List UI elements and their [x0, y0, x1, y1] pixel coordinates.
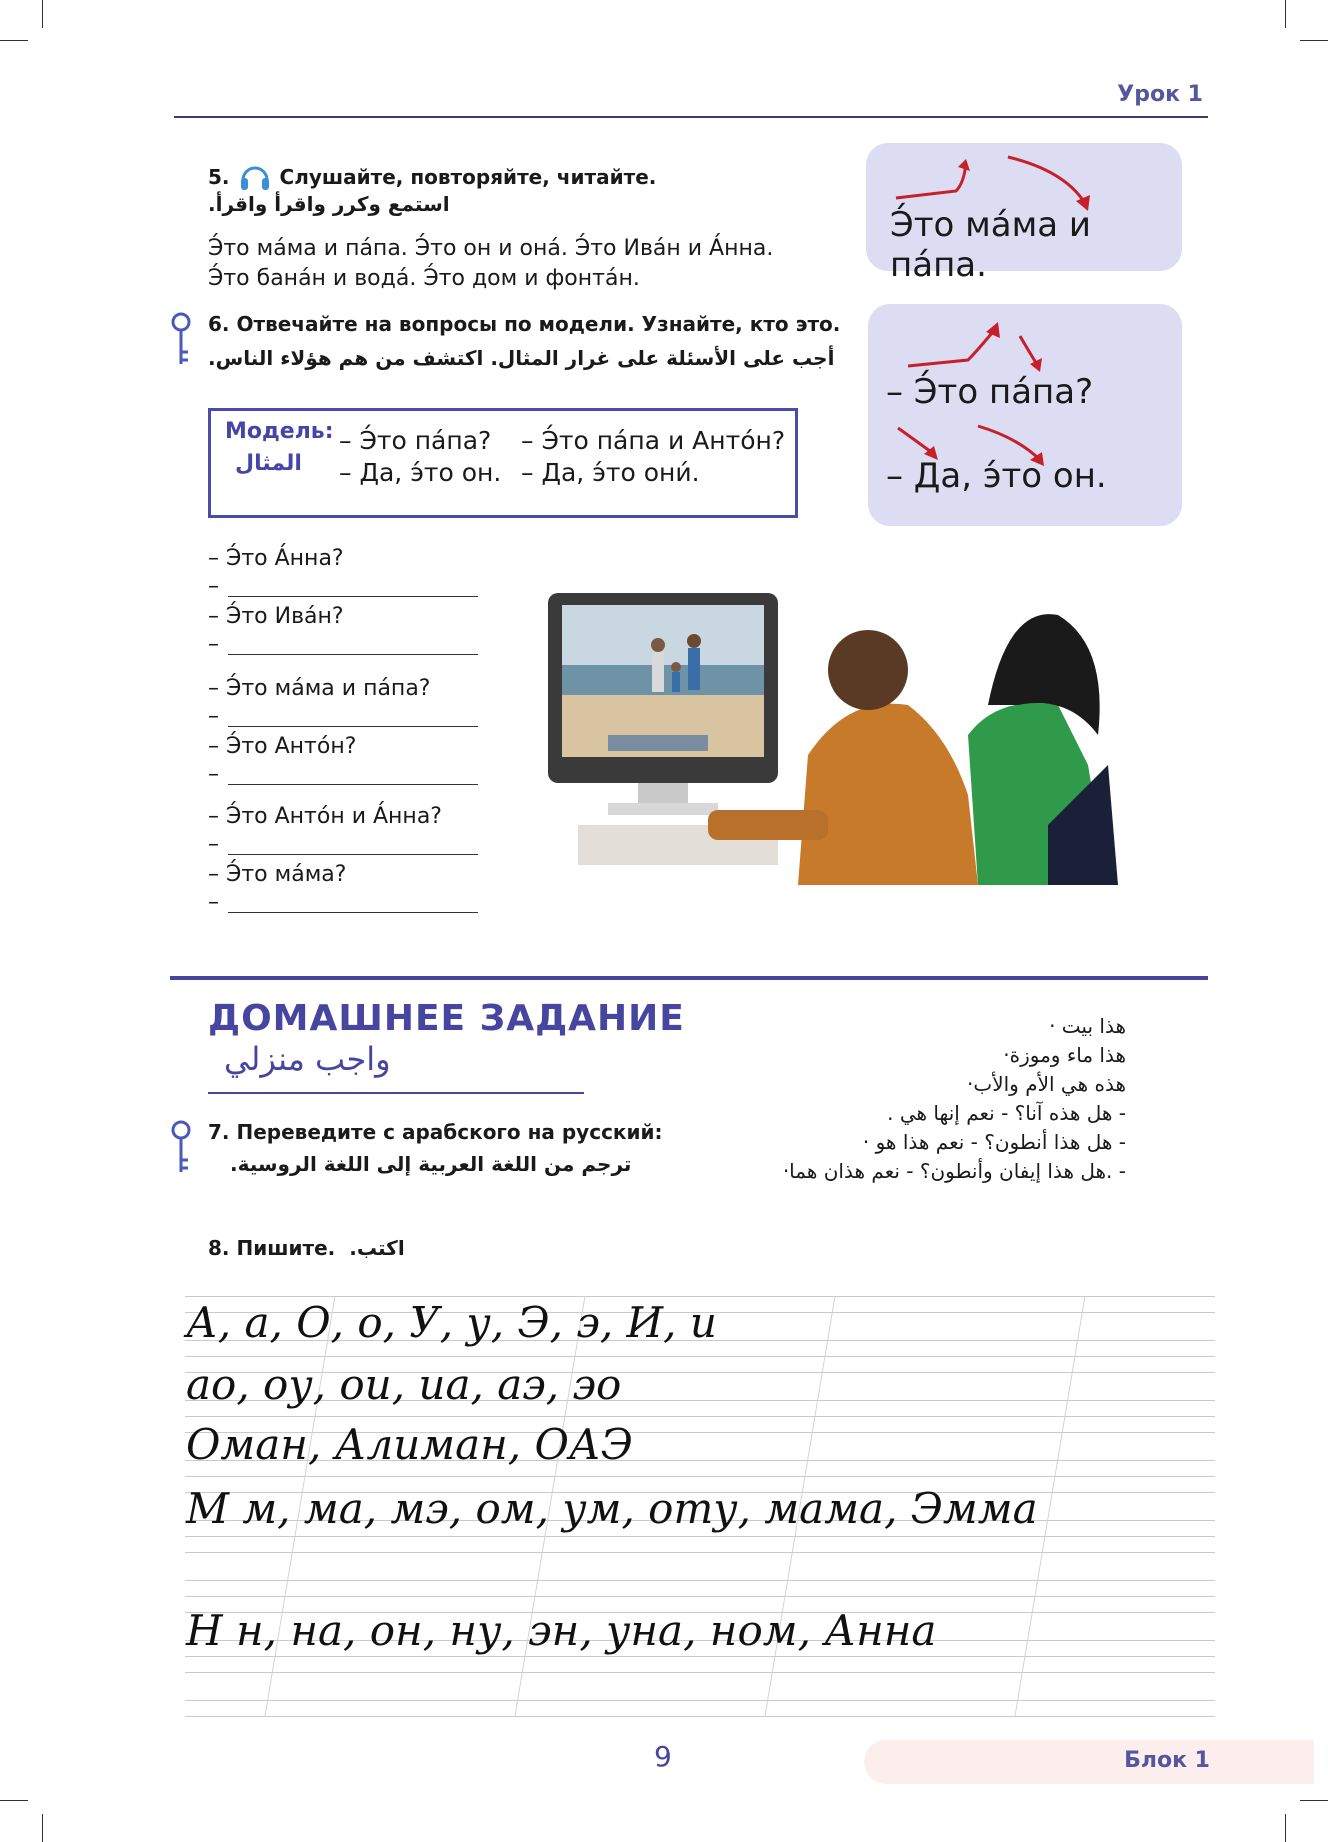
handwriting-line: Н н, на, он, ну, эн, уна, ном, Анна [186, 1606, 937, 1655]
handwriting-line: А, а, О, о, У, у, Э, э, И, и [186, 1298, 717, 1347]
footer-bar [864, 1740, 1314, 1784]
exercise-7-title-ar: ترجم من اللغة العربية إلى اللغة الروسية. [230, 1152, 632, 1176]
arabic-sentence: هذا ماء وموزة· [1003, 1043, 1126, 1067]
key-icon [168, 1120, 194, 1176]
ruled-line [185, 1716, 1215, 1717]
model-column-1 [339, 425, 501, 489]
arabic-sentence: - .هل هذا إيفان وأنطون؟ - نعم هذان هما· [782, 1159, 1126, 1183]
page-number: 9 [654, 1740, 672, 1773]
arabic-sentence: - هل هذا أنطون؟ - نعم هذا هو · [862, 1130, 1126, 1154]
lesson-label: Урок 1 [1117, 82, 1203, 107]
answer-dash: – [208, 632, 219, 657]
model-answer: – Да, э́то они́. [521, 458, 700, 487]
question-item: – Э́то А́нна? [208, 546, 344, 571]
exercise-number: 5. [208, 165, 230, 189]
header-rule [174, 116, 1208, 118]
question-item: – Э́то Анто́н и А́нна? [208, 804, 442, 829]
model-column-2 [521, 425, 785, 489]
model-answer: – Да, э́то он. [339, 458, 502, 487]
question-item: – Э́то Ива́н? [208, 604, 344, 629]
answer-line[interactable] [228, 654, 478, 655]
answer-dash: – [208, 890, 219, 915]
arabic-sentence: هذا بيت · [1049, 1014, 1126, 1038]
exercise-7-title: 7. Переведите с арабского на русский: [208, 1120, 663, 1144]
question-item: – Э́то ма́ма? [208, 862, 347, 887]
homework-underline [208, 1092, 584, 1094]
handwriting-line: ао, оу, ои, иа, аэ, эо [186, 1360, 622, 1409]
crop-mark [1300, 1800, 1328, 1801]
crop-mark [0, 1800, 28, 1801]
crop-mark [42, 1814, 43, 1842]
key-icon [168, 312, 194, 368]
homework-title-ar: واجب منزلي [224, 1040, 391, 1078]
bubble-text: Э́то ма́ма и па́па. [890, 205, 1092, 285]
model-question: – Э́то па́па? [339, 426, 492, 455]
arabic-sentence-list [706, 1012, 1126, 1186]
handwriting-line: Оман, Алиман, ОАЭ [186, 1420, 633, 1469]
exercise-8-title-ar: اكتب. [349, 1236, 405, 1260]
exercise-5-line: Э́то бана́н и вода́. Э́то дом и фонта́н. [208, 266, 640, 291]
crop-mark [1285, 0, 1286, 28]
answer-dash: – [208, 574, 219, 599]
answer-dash: – [208, 704, 219, 729]
answer-dash: – [208, 832, 219, 857]
intonation-bubble [868, 304, 1182, 526]
block-label: Блок 1 [1124, 1748, 1210, 1773]
exercise-8-heading [208, 1236, 405, 1260]
exercise-6-title: 6. Отвечайте на вопросы по модели. Узнайте, кто это. [208, 312, 841, 336]
answer-line[interactable] [228, 912, 478, 913]
crop-mark [0, 40, 28, 41]
model-box [208, 408, 798, 518]
model-question: – Э́то па́па и Анто́н? [521, 426, 786, 455]
answer-line[interactable] [228, 596, 478, 597]
question-item: – Э́то Анто́н? [208, 734, 357, 759]
arabic-sentence: - هل هذه آنا؟ - نعم إنها هي . [887, 1101, 1126, 1125]
question-item: – Э́то ма́ма и па́па? [208, 676, 431, 701]
exercise-5-title-ar: استمع وكرر واقرأ واقرأ. [208, 192, 450, 216]
homework-title: ДОМАШНЕЕ ЗАДАНИЕ [208, 998, 685, 1039]
bubble-question: – Э́то па́па? [886, 372, 1094, 412]
illustration-family-at-computer [548, 585, 1118, 885]
crop-mark [42, 0, 43, 28]
exercise-5-heading [208, 162, 656, 192]
exercise-6-title-ar: أجب على الأسئلة على غرار المثال. اكتشف من هم هؤلاء الناس. [208, 346, 835, 370]
arabic-sentence: هذه هي الأم والأب· [967, 1072, 1126, 1096]
intonation-bubble [866, 143, 1182, 285]
handwriting-line: М м, ма, мэ, ом, ум, оту, мама, Эмма [186, 1484, 1038, 1533]
crop-mark [1300, 40, 1328, 41]
model-label-ar: المثال [235, 451, 302, 476]
bubble-answer: – Да, э́то он. [886, 456, 1107, 496]
section-rule [170, 976, 1208, 980]
crop-mark [1285, 1814, 1286, 1842]
exercise-title: Слушайте, повторяйте, читайте. [279, 165, 657, 189]
exercise-8-title: 8. Пишите. [208, 1236, 336, 1260]
answer-line[interactable] [228, 726, 478, 727]
exercise-5-line: Э́то ма́ма и па́па. Э́то он и она́. Э́то Ива́н и А́нна. [208, 236, 774, 261]
answer-dash: – [208, 762, 219, 787]
headphones-icon[interactable] [238, 162, 272, 192]
answer-line[interactable] [228, 854, 478, 855]
model-label: Модель: [225, 419, 334, 444]
answer-line[interactable] [228, 784, 478, 785]
